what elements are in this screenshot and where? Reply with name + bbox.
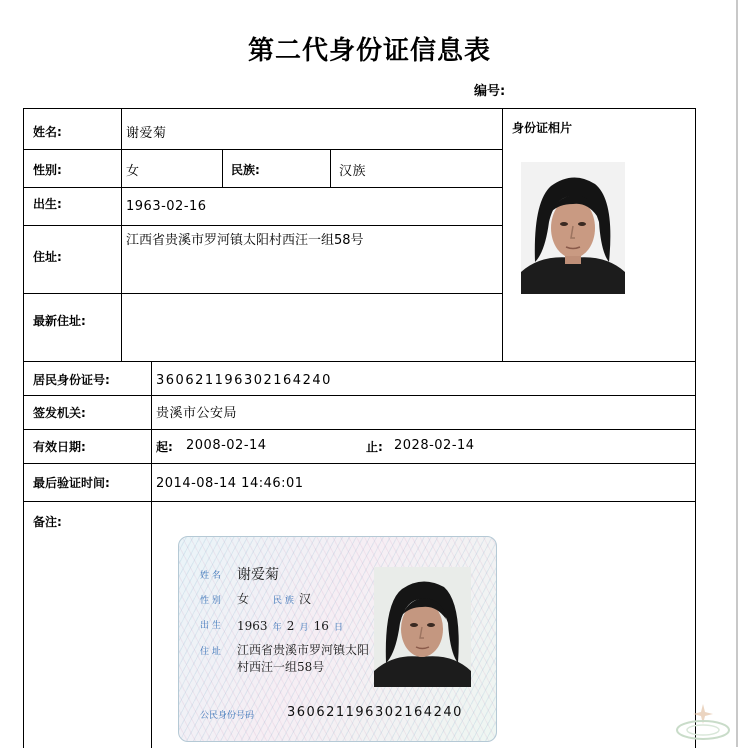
document-title: 第二代身份证信息表	[247, 36, 491, 66]
id-card-image	[178, 536, 497, 742]
remarks-label: 备注:	[33, 515, 62, 529]
id-number-label: 居民身份证号:	[33, 373, 110, 387]
card-gender-value: 女	[237, 592, 250, 606]
validity-start-value: 2008-02-14	[186, 438, 267, 453]
row-divider	[23, 463, 696, 464]
card-ethnicity-value: 汉	[299, 592, 312, 606]
row-divider	[23, 395, 696, 396]
row-divider	[23, 429, 696, 430]
table-border-top	[23, 108, 696, 109]
card-portrait-photo	[374, 567, 471, 687]
issuer-value: 贵溪市公安局	[156, 406, 238, 421]
validity-end-value: 2028-02-14	[394, 438, 475, 453]
birth-value: 1963-02-16	[126, 199, 207, 214]
validity-start-label: 起:	[156, 440, 173, 454]
card-birth-label: 出 生	[200, 621, 221, 631]
row-divider	[23, 293, 502, 294]
birth-label: 出生:	[33, 197, 62, 211]
name-label: 姓名:	[33, 125, 62, 139]
card-name-label: 姓 名	[200, 571, 221, 581]
row-divider	[23, 187, 502, 188]
row-divider	[23, 225, 502, 226]
watermark-logo-icon	[672, 700, 734, 744]
column-divider	[330, 149, 331, 187]
portrait-photo	[521, 162, 625, 294]
table-border-left	[23, 108, 24, 748]
id-number-value: 360621196302164240	[156, 373, 332, 388]
window-edge	[736, 0, 738, 747]
name-value: 谢爱菊	[126, 126, 167, 141]
card-address-line2: 村西汪一组58号	[237, 660, 325, 674]
gender-label: 性别:	[33, 163, 62, 177]
card-name-value: 谢爱菊	[237, 567, 279, 583]
validity-end-label: 止:	[366, 440, 383, 454]
address-label: 住址:	[33, 250, 62, 264]
row-divider	[23, 361, 696, 362]
ethnicity-value: 汉族	[339, 164, 367, 179]
last-verified-value: 2014-08-14 14:46:01	[156, 476, 304, 491]
card-address-label: 住 址	[200, 647, 221, 657]
photo-label: 身份证相片	[512, 121, 573, 135]
row-divider	[23, 149, 502, 150]
issuer-label: 签发机关:	[33, 406, 86, 420]
ethnicity-label: 民族:	[231, 163, 260, 177]
column-divider	[502, 108, 503, 361]
validity-label: 有效日期:	[33, 440, 86, 454]
column-divider	[222, 149, 223, 187]
card-ethnicity-label: 民 族	[273, 596, 294, 606]
row-divider	[23, 501, 696, 502]
card-birth-value: 1963 年 2 月 16 日	[237, 619, 343, 633]
last-verified-label: 最后验证时间:	[33, 476, 110, 490]
card-address-line1: 江西省贵溪市罗河镇太阳	[237, 643, 370, 657]
serial-number-label: 编号:	[474, 84, 506, 99]
column-divider	[121, 108, 122, 361]
latest-address-label: 最新住址:	[33, 314, 86, 328]
card-number-value: 360621196302164240	[287, 705, 463, 720]
column-divider	[151, 361, 152, 748]
table-border-right	[695, 108, 696, 748]
card-gender-label: 性 别	[200, 596, 221, 606]
card-number-label: 公民身份号码	[200, 711, 255, 721]
gender-value: 女	[126, 164, 140, 179]
address-value: 江西省贵溪市罗河镇太阳村西汪一组58号	[126, 233, 364, 248]
